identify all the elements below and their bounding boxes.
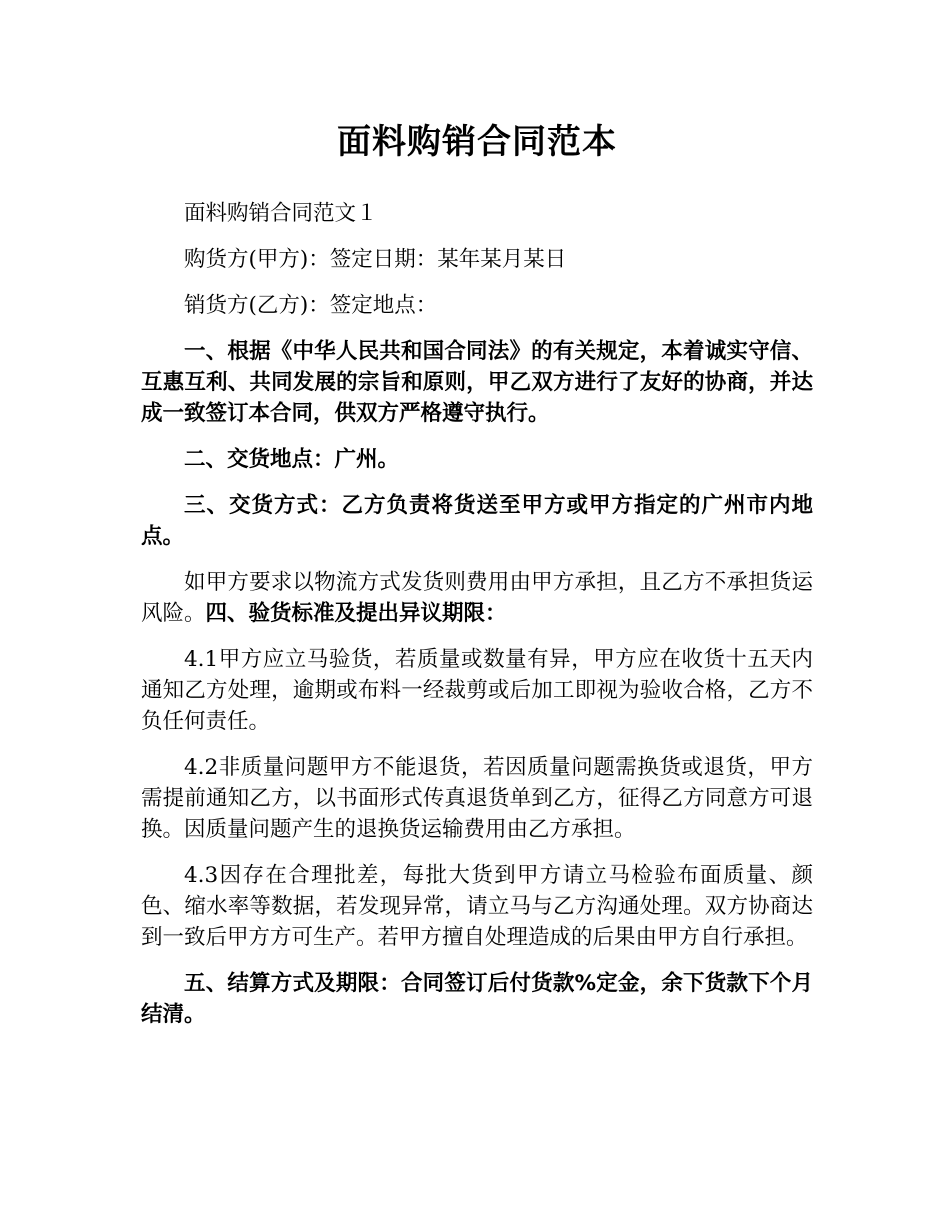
clause-2: 二、交货地点：广州。 <box>184 447 400 472</box>
document-subtitle: 面料购销合同范文１ <box>184 201 378 226</box>
document-title: 面料购销合同范本 <box>337 122 617 162</box>
document-page <box>141 118 813 1045</box>
clause-4-3: 4.3因存在合理批差，每批大货到甲方请立马检验布面质量、颜色、缩水率等数据，若发现异常，请立马与乙方沟通处理。双方协商达到一致后甲方方可生产。若甲方擅自处理造成的后果由甲方自行承担。 <box>141 863 813 950</box>
clause-4-2: 4.2非质量问题甲方不能退货，若因质量问题需换货或退货，甲方需提前通知乙方，以书面形式传真退货单到乙方，征得乙方同意方可退换。因质量问题产生的退换货运输费用由乙方承担。 <box>141 755 813 842</box>
buyer-line: 购货方(甲方)：签定日期：某年某月某日 <box>184 247 567 272</box>
logistics-note: 如甲方要求以物流方式发货则费用由甲方承担，且乙方不承担货运风险。 <box>141 570 813 626</box>
logistics-paragraph <box>141 567 813 629</box>
clause-4-heading: 四、验货标准及提出异议期限： <box>205 601 507 626</box>
clause-3: 三、交货方式：乙方负责将货送至甲方或甲方指定的广州市内地点。 <box>141 493 813 549</box>
clause-4-1: 4.1甲方应立马验货，若质量或数量有异，甲方应在收货十五天内通知乙方处理，逾期或布料一经裁剪或后加工即视为验收合格，乙方不负任何责任。 <box>141 647 813 734</box>
seller-line: 销货方(乙方)：签定地点： <box>184 293 438 318</box>
clause-5: 五、结算方式及期限：合同签订后付货款%定金，余下货款下个月结清。 <box>141 971 813 1027</box>
clause-1: 一、根据《中华人民共和国合同法》的有关规定，本着诚实守信、互惠互利、共同发展的宗旨和原则，甲乙双方进行了友好的协商，并达成一致签订本合同，供双方严格遵守执行。 <box>141 339 813 426</box>
